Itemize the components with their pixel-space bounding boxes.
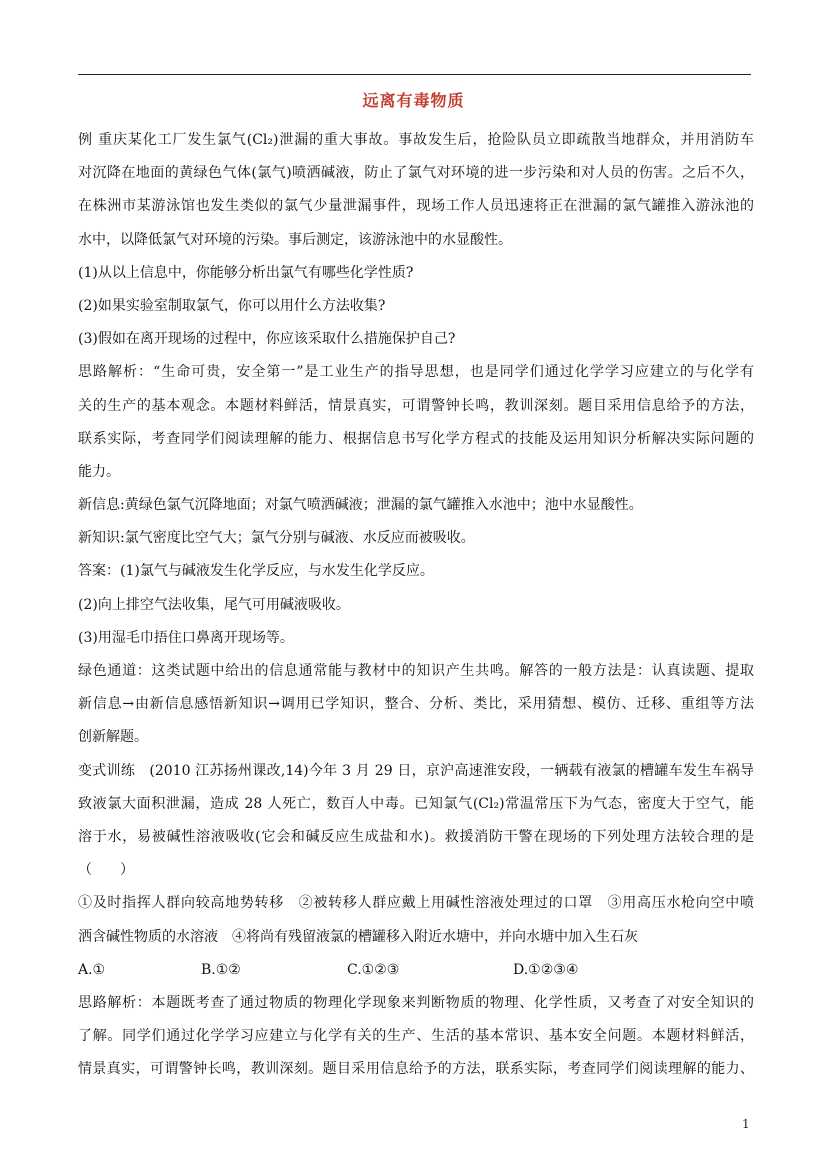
text-line: 致液氯大面积泄漏，造成 28 人死亡，数百人中毒。已知氯气(Cl₂)常温常压下为气态，密度大于空气，能 <box>78 795 754 812</box>
text-line: 思路解析：本题既考查了通过物质的物理化学现象来判断物质的物理、化学性质，又考查了对安全知识的 <box>78 994 754 1011</box>
text-line: 水中，以降低氯气对环境的污染。事后测定，该游泳池中的水显酸性。 <box>78 231 512 248</box>
text-line: 情景真实，可谓警钟长鸣，教训深刻。题目采用信息给予的方法，联系实际，考查同学们阅读理解的能力、 <box>78 1061 754 1078</box>
choice-row <box>78 960 754 993</box>
text-line: 了解。同学们通过化学学习应建立与化学有关的生产、生活的基本常识、基本安全问题。本题材料鲜活， <box>78 1028 754 1045</box>
choice-a: A.① <box>78 961 106 978</box>
document-body <box>78 130 754 1092</box>
text-line: 例 重庆某化工厂发生氯气(Cl₂)泄漏的重大事故。事故发生后，抢险队员立即疏散当地群众，并用消防车 <box>78 132 754 148</box>
text-line: 新信息→由新信息感悟新知识→调用已学知识，整合、分析、类比，采用猜想、模仿、迁移、重组等方法 <box>78 696 754 713</box>
text-line: 关的生产的基本观念。本题材料鲜活，情景真实，可谓警钟长鸣，教训深刻。题目采用信息给予的方法， <box>78 397 754 414</box>
text-line: 变式训练 (2010 江苏扬州课改,14)今年 3 月 29 日，京沪高速淮安段，一辆载有液氯的槽罐车发生车祸导 <box>78 762 754 779</box>
answer-line-3: (3)用湿毛巾捂住口鼻离开现场等。 <box>78 629 294 646</box>
text-line: ①及时指挥人群向较高地势转移 ②被转移人群应戴上用碱性溶液处理过的口罩 ③用高压水枪向空中喷 <box>78 895 754 912</box>
page-title: 远离有毒物质 <box>362 91 465 110</box>
text-line: 对沉降在地面的黄绿色气体(氯气)喷洒碱液，防止了氯气对环境的进一步污染和对人员的伤害。之后不久， <box>78 165 754 182</box>
text-line: 思路解析：“生命可贵，安全第一”是工业生产的指导思想，也是同学们通过化学学习应建立的与化学有 <box>78 364 754 381</box>
question-2: (2)如果实验室制取氯气，你可以用什么方法收集? <box>78 297 386 314</box>
answer-blank: （ ） <box>78 862 134 879</box>
new-info-line: 新信息:黄绿色氯气沉降地面；对氯气喷洒碱液；泄漏的氯气罐推入水池中；池中水显酸性。 <box>78 497 643 514</box>
header-rule <box>78 74 751 75</box>
text-line: 在株洲市某游泳馆也发生类似的氯气少量泄漏事件，现场工作人员迅速将正在泄漏的氯气罐推入游泳池的 <box>78 198 754 215</box>
text-line: 能力。 <box>78 463 120 480</box>
question-3: (3)假如在离开现场的过程中，你应该采取什么措施保护自己? <box>78 331 456 348</box>
text-line: 溶于水，易被碱性溶液吸收(它会和碱反应生成盐和水)。救援消防干警在现场的下列处理方法较合理的是 <box>78 828 754 845</box>
text-line: 创新解题。 <box>78 729 148 746</box>
question-1: (1)从以上信息中，你能够分析出氯气有哪些化学性质? <box>78 264 414 281</box>
choice-b: B.①② <box>201 961 241 978</box>
choice-d: D.①②③④ <box>513 961 579 978</box>
text-line: 联系实际，考查同学们阅读理解的能力、根据信息书写化学方程式的技能及运用知识分析解决实际问题的 <box>78 430 754 447</box>
new-knowledge-line: 新知识:氯气密度比空气大；氯气分别与碱液、水反应而被吸收。 <box>78 530 475 547</box>
answer-line-1: 答案：(1)氯气与碱液发生化学反应，与水发生化学反应。 <box>78 563 434 580</box>
choice-c: C.①②③ <box>347 961 400 978</box>
text-line: 绿色通道：这类试题中给出的信息通常能与教材中的知识产生共鸣。解答的一般方法是：认真读题、提取 <box>78 663 754 679</box>
text-line: 洒含碱性物质的水溶液 ④将尚有残留液氯的槽罐移入附近水塘中，并向水塘中加入生石灰 <box>78 928 638 945</box>
page-number: 1 <box>742 1117 750 1131</box>
answer-line-2: (2)向上排空气法收集，尾气可用碱液吸收。 <box>78 596 350 613</box>
